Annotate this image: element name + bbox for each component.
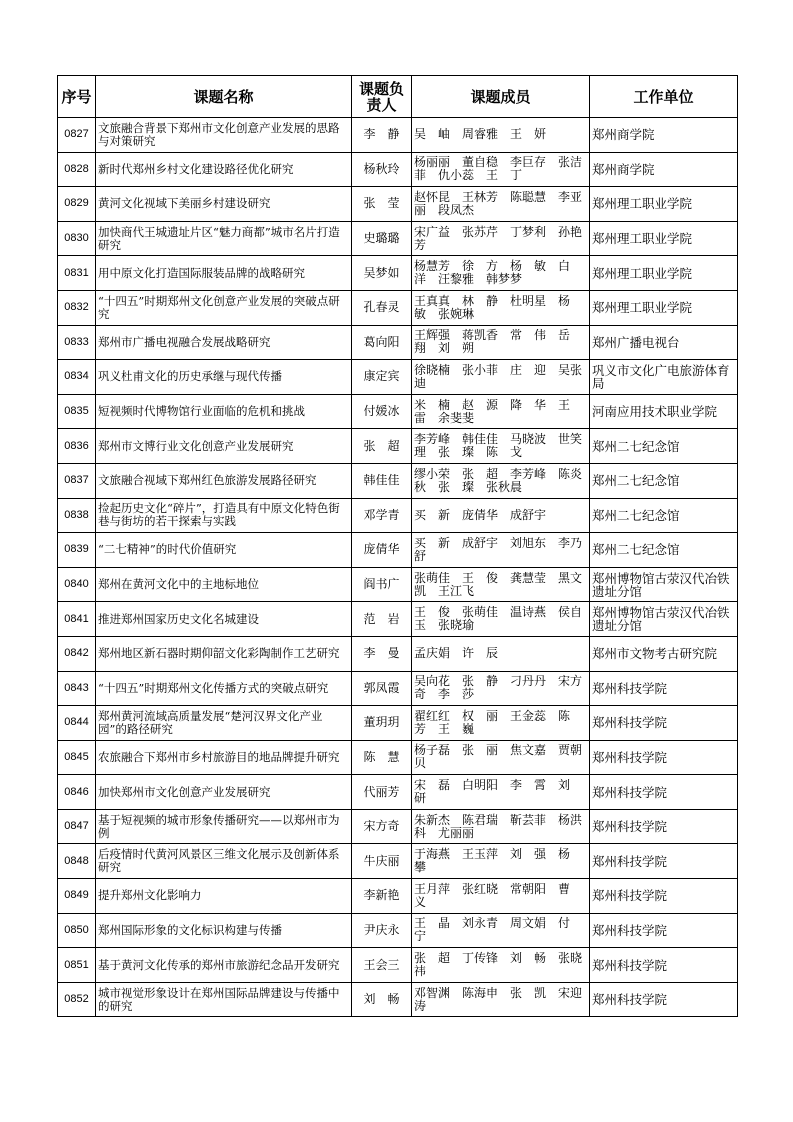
cell-no: 0847: [58, 809, 96, 844]
table-row: [58, 809, 738, 844]
cell-title: 基于短视频的城市形象传播研究——以郑州市为例: [96, 809, 352, 844]
table-row: [58, 740, 738, 775]
cell-no: 0840: [58, 567, 96, 602]
cell-members: 王辉强 蒋凯香 常 伟 岳 翔 刘 朔: [412, 325, 590, 360]
table-body: [58, 118, 738, 1017]
cell-title: 用中原文化打造国际服装品牌的战略研究: [96, 256, 352, 291]
cell-title: 加快郑州市文化创意产业发展研究: [96, 775, 352, 810]
header-members: 课题成员: [412, 76, 590, 118]
cell-members: 徐晓楠 张小菲 庄 迎 吴张迪: [412, 360, 590, 395]
project-table: [57, 75, 738, 1017]
cell-no: 0832: [58, 290, 96, 325]
cell-title: 农旅融合下郑州市乡村旅游目的地品牌提升研究: [96, 740, 352, 775]
cell-leader: 付媛冰: [352, 394, 412, 429]
cell-leader: 范 岩: [352, 602, 412, 637]
cell-leader: 刘 畅: [352, 982, 412, 1017]
cell-title: 郑州地区新石器时期仰韶文化彩陶制作工艺研究: [96, 636, 352, 671]
cell-members: 张 超 丁传锋 刘 畅 张晓祎: [412, 948, 590, 983]
cell-leader: 陈 慧: [352, 740, 412, 775]
cell-title: 郑州黄河流域高质量发展“楚河汉界文化产业园”的路径研究: [96, 706, 352, 741]
cell-leader: 杨秋玲: [352, 152, 412, 187]
table-row: [58, 429, 738, 464]
cell-unit: 郑州二七纪念馆: [590, 463, 738, 498]
cell-title: 基于黄河文化传承的郑州市旅游纪念品开发研究: [96, 948, 352, 983]
cell-unit: 郑州理工职业学院: [590, 290, 738, 325]
table-row: [58, 118, 738, 153]
cell-members: 杨慧芳 徐 方 杨 敏 白 洋 汪黎雅 韩梦梦: [412, 256, 590, 291]
cell-leader: 李新艳: [352, 879, 412, 914]
table-row: [58, 325, 738, 360]
cell-title: “十四五”时期郑州文化创意产业发展的突破点研究: [96, 290, 352, 325]
table-row: [58, 948, 738, 983]
cell-members: 王 俊 张萌佳 温诗燕 侯自玉 张晓瑜: [412, 602, 590, 637]
table-row: [58, 498, 738, 533]
header-title: 课题名称: [96, 76, 352, 118]
cell-members: 杨子磊 张 丽 焦文嘉 贾朝贝: [412, 740, 590, 775]
cell-unit: 郑州理工职业学院: [590, 256, 738, 291]
cell-leader: 郭凤霞: [352, 671, 412, 706]
cell-unit: 郑州博物馆古荥汉代冶铁遗址分馆: [590, 602, 738, 637]
cell-no: 0837: [58, 463, 96, 498]
header-no: 序号: [58, 76, 96, 118]
cell-leader: 牛庆丽: [352, 844, 412, 879]
cell-unit: 郑州广播电视台: [590, 325, 738, 360]
cell-no: 0841: [58, 602, 96, 637]
cell-members: 宋 磊 白明阳 李 霄 刘 研: [412, 775, 590, 810]
cell-leader: 李 静: [352, 118, 412, 153]
cell-unit: 郑州科技学院: [590, 879, 738, 914]
cell-unit: 郑州商学院: [590, 118, 738, 153]
cell-members: 邓智渊 陈海申 张 凯 宋迎涛: [412, 982, 590, 1017]
cell-no: 0833: [58, 325, 96, 360]
table-row: [58, 706, 738, 741]
cell-members: 李芳峰 韩佳佳 马晓波 世笑理 张 璨 陈 戈: [412, 429, 590, 464]
cell-members: 张萌佳 王 俊 龚慧莹 黑文凯 王江飞: [412, 567, 590, 602]
table-row: [58, 671, 738, 706]
cell-members: 买 新 庞倩华 成舒宇: [412, 498, 590, 533]
cell-no: 0829: [58, 187, 96, 222]
cell-no: 0844: [58, 706, 96, 741]
header-unit: 工作单位: [590, 76, 738, 118]
cell-title: 文旅融合背景下郑州市文化创意产业发展的思路与对策研究: [96, 118, 352, 153]
table-row: [58, 982, 738, 1017]
cell-leader: 宋方奇: [352, 809, 412, 844]
cell-unit: 郑州市文物考古研究院: [590, 636, 738, 671]
cell-title: 郑州在黄河文化中的主地标地位: [96, 567, 352, 602]
cell-title: “二七精神”的时代价值研究: [96, 533, 352, 568]
cell-unit: 郑州科技学院: [590, 740, 738, 775]
cell-title: 巩义杜甫文化的历史承继与现代传播: [96, 360, 352, 395]
cell-members: 王月萍 张红晓 常朝阳 曹 义: [412, 879, 590, 914]
cell-leader: 张 莹: [352, 187, 412, 222]
cell-unit: 郑州商学院: [590, 152, 738, 187]
table-row: [58, 394, 738, 429]
cell-unit: 郑州科技学院: [590, 671, 738, 706]
cell-unit: 郑州科技学院: [590, 775, 738, 810]
cell-members: 于海燕 王玉萍 刘 强 杨 攀: [412, 844, 590, 879]
cell-no: 0848: [58, 844, 96, 879]
cell-members: 翟红红 权 丽 王金蕊 陈 芳 王 巍: [412, 706, 590, 741]
cell-members: 杨丽丽 董自稳 李巨存 张洁菲 仇小蕊 王 丁: [412, 152, 590, 187]
cell-no: 0851: [58, 948, 96, 983]
cell-leader: 尹庆永: [352, 913, 412, 948]
table-row: [58, 290, 738, 325]
table-row: [58, 221, 738, 256]
cell-members: 宋广益 张苏芹 丁梦利 孙艳芳: [412, 221, 590, 256]
cell-unit: 巩义市文化广电旅游体育局: [590, 360, 738, 395]
cell-no: 0850: [58, 913, 96, 948]
cell-members: 缪小荣 张 超 李芳峰 陈炎秋 张 璨 张秋晨: [412, 463, 590, 498]
cell-unit: 郑州二七纪念馆: [590, 533, 738, 568]
cell-leader: 邓学青: [352, 498, 412, 533]
cell-unit: 郑州科技学院: [590, 982, 738, 1017]
cell-members: 吴向花 张 静 刁丹丹 宋方奇 李 莎: [412, 671, 590, 706]
cell-title: 推进郑州国家历史文化名城建设: [96, 602, 352, 637]
cell-members: 孟庆娟 许 辰: [412, 636, 590, 671]
cell-members: 米 楠 赵 源 降 华 王 雷 余斐斐: [412, 394, 590, 429]
cell-unit: 郑州理工职业学院: [590, 221, 738, 256]
table-row: [58, 567, 738, 602]
cell-members: 赵怀昆 王林芳 陈聪慧 李亚丽 段凤杰: [412, 187, 590, 222]
cell-no: 0846: [58, 775, 96, 810]
table-row: [58, 913, 738, 948]
cell-members: 吴 岫 周睿雅 王 妍: [412, 118, 590, 153]
cell-members: 王 晶 刘永青 周文娟 付 宁: [412, 913, 590, 948]
table-row: [58, 256, 738, 291]
cell-title: 提升郑州文化影响力: [96, 879, 352, 914]
cell-leader: 王会三: [352, 948, 412, 983]
cell-no: 0842: [58, 636, 96, 671]
cell-unit: 河南应用技术职业学院: [590, 394, 738, 429]
cell-title: 黄河文化视域下美丽乡村建设研究: [96, 187, 352, 222]
table-row: [58, 152, 738, 187]
cell-title: 短视频时代博物馆行业面临的危机和挑战: [96, 394, 352, 429]
cell-no: 0852: [58, 982, 96, 1017]
cell-unit: 郑州二七纪念馆: [590, 498, 738, 533]
cell-leader: 代丽芳: [352, 775, 412, 810]
cell-title: 文旅融合视域下郑州红色旅游发展路径研究: [96, 463, 352, 498]
table-row: [58, 879, 738, 914]
cell-no: 0843: [58, 671, 96, 706]
cell-no: 0849: [58, 879, 96, 914]
header-leader: 课题负责人: [352, 76, 412, 118]
cell-no: 0839: [58, 533, 96, 568]
cell-no: 0836: [58, 429, 96, 464]
cell-leader: 李 曼: [352, 636, 412, 671]
cell-unit: 郑州科技学院: [590, 809, 738, 844]
cell-leader: 阎书广: [352, 567, 412, 602]
cell-no: 0830: [58, 221, 96, 256]
cell-unit: 郑州博物馆古荥汉代冶铁遗址分馆: [590, 567, 738, 602]
cell-no: 0834: [58, 360, 96, 395]
cell-leader: 董玥玥: [352, 706, 412, 741]
cell-members: 王真真 林 静 杜明星 杨 敏 张婉琳: [412, 290, 590, 325]
cell-leader: 葛向阳: [352, 325, 412, 360]
table-row: [58, 844, 738, 879]
cell-leader: 孔春灵: [352, 290, 412, 325]
cell-unit: 郑州科技学院: [590, 913, 738, 948]
cell-title: 加快商代王城遗址片区“魅力商都”城市名片打造研究: [96, 221, 352, 256]
cell-no: 0827: [58, 118, 96, 153]
cell-unit: 郑州科技学院: [590, 844, 738, 879]
cell-no: 0835: [58, 394, 96, 429]
cell-leader: 韩佳佳: [352, 463, 412, 498]
header-row: [58, 76, 738, 118]
cell-unit: 郑州科技学院: [590, 948, 738, 983]
cell-unit: 郑州科技学院: [590, 706, 738, 741]
cell-title: 郑州市广播电视融合发展战略研究: [96, 325, 352, 360]
table-row: [58, 360, 738, 395]
cell-no: 0845: [58, 740, 96, 775]
cell-leader: 庞倩华: [352, 533, 412, 568]
table-row: [58, 775, 738, 810]
cell-members: 买 新 成舒宇 刘旭东 李乃舒: [412, 533, 590, 568]
cell-leader: 康定宾: [352, 360, 412, 395]
cell-leader: 张 超: [352, 429, 412, 464]
cell-members: 朱新杰 陈君瑞 靳芸菲 杨洪科 尤丽丽: [412, 809, 590, 844]
cell-title: “十四五”时期郑州文化传播方式的突破点研究: [96, 671, 352, 706]
cell-title: 城市视觉形象设计在郑州国际品牌建设与传播中的研究: [96, 982, 352, 1017]
cell-title: 新时代郑州乡村文化建设路径优化研究: [96, 152, 352, 187]
table-row: [58, 533, 738, 568]
cell-title: 郑州市文博行业文化创意产业发展研究: [96, 429, 352, 464]
cell-title: 郑州国际形象的文化标识构建与传播: [96, 913, 352, 948]
cell-title: 后疫情时代黄河风景区三维文化展示及创新体系研究: [96, 844, 352, 879]
table-row: [58, 602, 738, 637]
cell-leader: 史璐璐: [352, 221, 412, 256]
cell-unit: 郑州理工职业学院: [590, 187, 738, 222]
cell-no: 0831: [58, 256, 96, 291]
cell-leader: 吴梦如: [352, 256, 412, 291]
cell-unit: 郑州二七纪念馆: [590, 429, 738, 464]
cell-title: 捡起历史文化“碎片”，打造具有中原文化特色街巷与街坊的若干探索与实践: [96, 498, 352, 533]
cell-no: 0828: [58, 152, 96, 187]
cell-no: 0838: [58, 498, 96, 533]
table-row: [58, 463, 738, 498]
table-row: [58, 187, 738, 222]
table-row: [58, 636, 738, 671]
